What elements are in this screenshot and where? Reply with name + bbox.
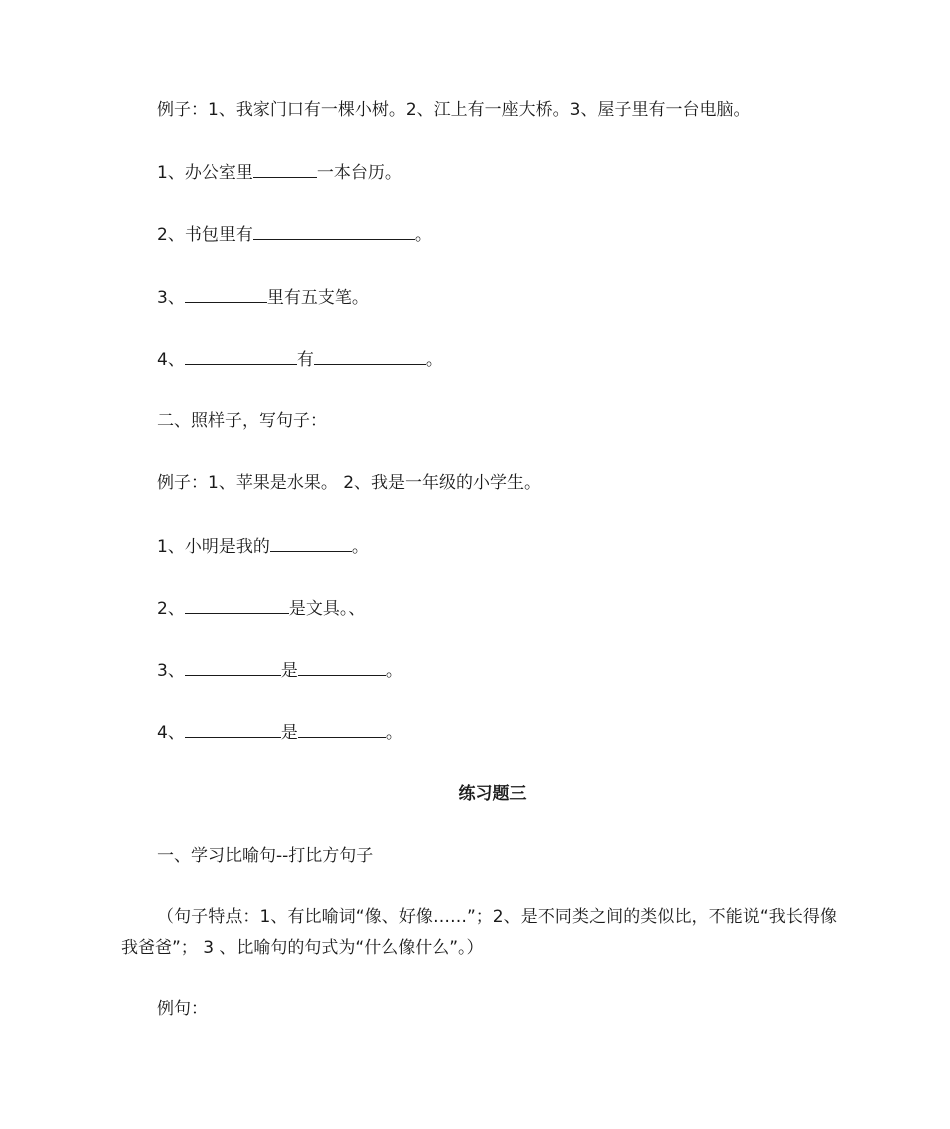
answer-blank[interactable] — [270, 534, 352, 552]
sentence-4-suffix: 。 — [385, 723, 403, 743]
example-sentences-1: 例子：1、我家门口有一棵小树。2、江上有一座大桥。3、屋子里有一台电脑。 — [157, 100, 751, 120]
question-4-suffix: 。 — [425, 350, 443, 370]
answer-blank[interactable] — [185, 596, 289, 614]
question-1-suffix: 一本台历。 — [316, 163, 402, 183]
answer-blank[interactable] — [253, 160, 317, 178]
sentence-2 — [157, 596, 365, 620]
question-3-prefix: 3、 — [157, 288, 185, 308]
example-label: 例句： — [157, 999, 208, 1019]
answer-blank[interactable] — [314, 347, 426, 365]
question-2-prefix: 2、书包里有 — [157, 225, 253, 245]
answer-blank[interactable] — [185, 285, 267, 303]
sentence-1 — [157, 534, 369, 558]
sentence-3-prefix: 3、 — [157, 661, 185, 681]
question-1 — [157, 160, 402, 184]
sentence-1-suffix: 。 — [351, 537, 369, 557]
answer-blank[interactable] — [185, 720, 281, 738]
sentence-1-prefix: 1、小明是我的 — [157, 537, 270, 557]
sentence-4-middle: 是 — [280, 723, 298, 743]
answer-blank[interactable] — [298, 720, 386, 738]
question-1-prefix: 1、办公室里 — [157, 163, 253, 183]
sentence-4-prefix: 4、 — [157, 723, 185, 743]
section-2-title: 二、照样子，写句子： — [157, 411, 327, 431]
sentence-2-suffix: 是文具。、 — [288, 599, 366, 619]
answer-blank[interactable] — [298, 658, 386, 676]
question-2 — [157, 222, 432, 246]
answer-blank[interactable] — [253, 222, 415, 240]
answer-blank[interactable] — [185, 658, 281, 676]
example-sentences-2: 例子：1、苹果是水果。 2、我是一年级的小学生。 — [157, 473, 542, 493]
section-1-title: 一、学习比喻句--打比方句子 — [157, 846, 374, 866]
question-4-prefix: 4、 — [157, 350, 185, 370]
sentence-3-suffix: 。 — [385, 661, 403, 681]
question-3-suffix: 里有五支笔。 — [266, 288, 369, 308]
question-3 — [157, 285, 369, 309]
question-4 — [157, 347, 443, 371]
sentence-3 — [157, 658, 403, 682]
sentence-2-prefix: 2、 — [157, 599, 185, 619]
answer-blank[interactable] — [185, 347, 297, 365]
question-2-suffix: 。 — [414, 225, 432, 245]
question-4-middle: 有 — [296, 350, 314, 370]
sentence-features-note: （句子特点：1、有比喻词“像、好像……”；2、是不同类之间的类似比，不能说“我长得像我爸爸”； 3 、比喻句的句式为“什么像什么”。） — [121, 907, 837, 958]
exercise-title: 练习题三 — [458, 784, 527, 804]
sentence-4 — [157, 720, 403, 744]
sentence-3-middle: 是 — [280, 661, 298, 681]
